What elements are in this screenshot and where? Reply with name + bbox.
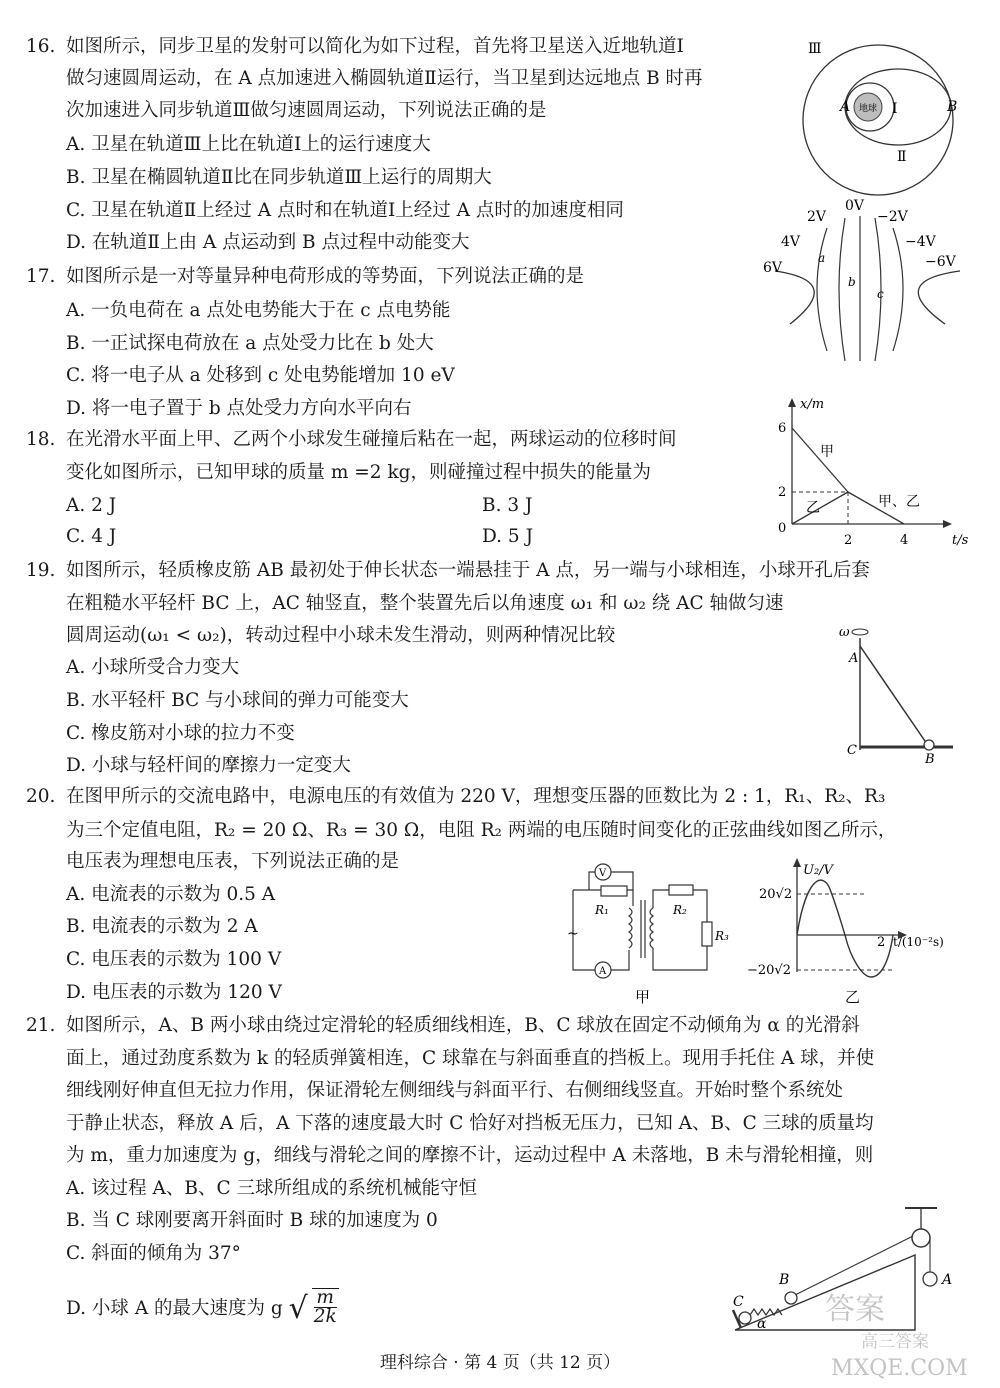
q19-number: 19.	[26, 560, 56, 581]
tick-ypos: 20√2	[759, 887, 793, 902]
q19-option-a: A. 小球所受合力变大	[66, 657, 240, 678]
q17-number: 17.	[26, 266, 56, 287]
q16-number: 16.	[26, 36, 56, 57]
point-A-label: A	[849, 651, 859, 666]
q18-option-a: A. 2 J	[66, 495, 117, 516]
q19-stem-line: 圆周运动(ω₁ < ω₂)，转动过程中小球未发生滑动，则两种情况比较	[66, 625, 616, 646]
q20-option-b: B. 电流表的示数为 2 A	[66, 916, 258, 937]
y-axis-label: x/m	[800, 397, 825, 412]
equipotential-neg6v	[918, 271, 960, 324]
point-b-label: b	[848, 275, 856, 289]
equipotential-2v	[839, 218, 845, 361]
watermark-line3: MXQE.COM	[831, 1356, 968, 1381]
q21-stem-line: 如图所示，A、B 两小球由绕过定滑轮的轻质细线相连，B、C 球放在固定不动倾角为 α 的光滑斜	[66, 1015, 860, 1036]
q17-stem-line: 如图所示是一对等量异种电荷形成的等势面，下列说法正确的是	[66, 266, 585, 287]
y-axis-arrow	[793, 858, 801, 867]
point-c-label: c	[877, 287, 884, 301]
tick-x4: 4	[900, 533, 909, 548]
label-neg6v: −6V	[925, 254, 956, 270]
label-A: A	[942, 1272, 953, 1288]
primary-wire-right	[610, 950, 629, 970]
equipotential-4v	[817, 228, 827, 351]
equipotential-figure	[755, 196, 980, 366]
label-neg2v: −2V	[877, 209, 908, 225]
label-jiayi: 甲、乙	[878, 494, 920, 510]
q21-option-a: A. 该过程 A、B、C 三球所组成的系统机械能守恒	[66, 1178, 477, 1199]
x-axis-arrow	[943, 520, 952, 528]
q18-option-c: C. 4 J	[66, 526, 117, 547]
ammeter-label: A	[599, 966, 607, 977]
r3-resistor	[702, 922, 712, 946]
q19-option-d: D. 小球与轻杆间的摩擦力一定变大	[66, 755, 351, 776]
label-jia: 甲	[820, 444, 834, 460]
q19-option-c: C. 橡皮筋对小球的拉力不变	[66, 723, 295, 744]
q21-option-c: C. 斜面的倾角为 37°	[66, 1243, 241, 1264]
caption-yi: 乙	[845, 988, 861, 1006]
q18-number: 18.	[26, 429, 56, 450]
circuit-figure	[565, 858, 745, 1008]
q21-option-b: B. 当 C 球刚要离开斜面时 B 球的加速度为 0	[66, 1210, 438, 1231]
q17-option-c: C. 将一电子从 a 处移到 c 处电势能增加 10 eV	[66, 365, 455, 386]
q20-stem-line: 在图甲所示的交流电路中，电源电压的有效值为 220 V，理想变压器的匝数比为 2 : 1，R₁、R₂、R₃	[66, 786, 886, 807]
label-yi: 乙	[806, 500, 820, 516]
q17-option-d: D. 将一电子置于 b 点处受力方向水平向右	[66, 398, 412, 419]
r1-label: R₁	[595, 903, 609, 917]
ball-A	[923, 1272, 937, 1286]
q18-stem-line: 变化如图所示，已知甲球的质量 m =2 kg，则碰撞过程中损失的能量为	[66, 462, 652, 483]
page-footer: 理科综合 · 第 4 页（共 12 页）	[379, 1353, 621, 1373]
orbit-II-label: Ⅱ	[897, 149, 907, 165]
y-axis-arrow	[788, 398, 796, 407]
line-yi	[792, 492, 848, 524]
equipotential-6v	[775, 271, 814, 324]
label-B: B	[779, 1272, 790, 1288]
rubber-band-AB	[860, 646, 927, 744]
r2-label: R₂	[673, 903, 687, 917]
caption-jia: 甲	[635, 988, 651, 1006]
xt-graph	[770, 392, 985, 552]
q20-stem-line: 为三个定值电阻，R₂ = 20 Ω、R₃ = 30 Ω，电阻 R₂ 两端的电压随时间变化的正弦曲线如图乙所示，	[66, 820, 897, 841]
label-C: C	[733, 1294, 744, 1310]
pulley-icon	[912, 1229, 930, 1247]
q21-stem-line: 细线刚好伸直但无拉力作用，保证滑轮左侧细线与斜面平行、右侧细线竖直。开始时整个系统处	[66, 1080, 844, 1101]
q16-option-a: A. 卫星在轨道Ⅲ上比在轨道Ⅰ上的运行速度大	[66, 134, 431, 155]
rotating-rod-figure	[835, 618, 960, 768]
point-B-label: B	[947, 99, 958, 115]
q16-option-c: C. 卫星在轨道Ⅱ上经过 A 点时和在轨道Ⅰ上经过 A 点时的加速度相同	[66, 200, 624, 221]
orbit-III	[803, 45, 953, 195]
tick-y6: 6	[778, 421, 787, 436]
x-axis-label: t/s	[952, 533, 969, 548]
tick-y2: 2	[778, 485, 787, 500]
q20-option-a: A. 电流表的示数为 0.5 A	[66, 884, 276, 905]
ball-C	[739, 1312, 751, 1324]
q21-number: 21.	[26, 1015, 56, 1036]
omega-label: ω	[839, 625, 850, 640]
line-jia	[792, 428, 848, 492]
q21-option-d	[66, 1287, 339, 1328]
voltage-graph	[745, 852, 960, 1007]
ball-B	[785, 1292, 797, 1304]
q20-number: 20.	[26, 786, 56, 807]
q17-option-b: B. 一正试探电荷放在 a 点处受力比在 b 处大	[66, 333, 434, 354]
rotation-arrow-icon	[852, 629, 868, 635]
r1-resistor	[601, 886, 627, 896]
secondary-wire-bottom	[653, 944, 707, 970]
primary-coil	[629, 908, 632, 948]
point-B-label: B	[925, 752, 935, 767]
fraction-denominator: 2k	[313, 1306, 337, 1327]
label-neg4v: −4V	[905, 234, 936, 250]
sine-curve	[797, 880, 893, 977]
point-C-label: C	[847, 743, 857, 758]
y-axis-label: U₂/V	[803, 863, 833, 878]
q20-option-c: C. 电压表的示数为 100 V	[66, 949, 282, 970]
q21-stem-line: 于静止状态，释放 A 后，A 下落的速度最大时 C 恰好对挡板无压力，已知 A、B、C 三球的质量均	[66, 1113, 874, 1134]
tick-x2: 2	[844, 533, 853, 548]
q21-stem-line: 为 m，重力加速度为 g，细线与滑轮之间的摩擦不计，运动过程中 A 未落地，B 未与滑轮相撞，则	[66, 1145, 874, 1166]
q19-stem-line: 在粗糙水平轻杆 BC 上，AC 轴竖直，整个装置先后以角速度 ω₁ 和 ω₂ 绕 AC 轴做匀速	[66, 593, 784, 614]
point-A-label: A	[840, 99, 851, 115]
q19-stem-line: 如图所示，轻质橡皮筋 AB 最初处于伸长状态一端悬挂于 A 点，另一端与小球相连，小球开孔后套	[66, 560, 870, 581]
earth-label: 地球	[858, 104, 878, 114]
tick-x2: 2	[877, 935, 886, 950]
fraction	[312, 1288, 339, 1326]
point-a-label: a	[818, 251, 826, 265]
watermark-line1: 答案	[825, 1292, 885, 1327]
option-d-prefix: D. 小球 A 的最大速度为 g	[66, 1298, 283, 1319]
label-alpha: α	[757, 1316, 767, 1332]
voltmeter-label: V	[599, 868, 607, 879]
fraction-numerator: m	[314, 1289, 337, 1308]
q18-option-b: B. 3 J	[482, 495, 533, 516]
q21-stem-line: 面上，通过劲度系数为 k 的轻质弹簧相连，C 球靠在与斜面垂直的挡板上。现用手托住 A 球，并使	[66, 1048, 875, 1069]
voltmeter-wire	[589, 872, 595, 890]
q16-option-b: B. 卫星在椭圆轨道Ⅱ比在同步轨道Ⅲ上运行的周期大	[66, 167, 492, 188]
q16-stem-line: 如图所示，同步卫星的发射可以简化为如下过程，首先将卫星送入近地轨道Ⅰ	[66, 36, 684, 57]
orbit-figure	[790, 35, 970, 205]
label-0v: 0V	[845, 198, 865, 214]
watermark-line2: 高三答案	[861, 1332, 929, 1352]
q20-stem-line: 电压表为理想电压表，下列说法正确的是	[66, 851, 400, 872]
orbit-I-label: Ⅰ	[892, 101, 898, 117]
r2-resistor	[669, 885, 693, 895]
q18-stem-line: 在光滑水平面上甲、乙两个小球发生碰撞后粘在一起，两球运动的位移时间	[66, 429, 677, 450]
ac-source-icon: ~	[567, 926, 579, 942]
q19-option-b: B. 水平轻杆 BC 与小球间的弹力可能变大	[66, 690, 409, 711]
q17-option-a: A. 一负电荷在 a 点处电势能大于在 c 点电势能	[66, 300, 451, 321]
label-6v: 6V	[763, 260, 783, 276]
q20-option-d: D. 电压表的示数为 120 V	[66, 982, 282, 1003]
equipotential-neg4v	[893, 228, 903, 351]
label-2v: 2V	[807, 209, 827, 225]
q16-option-d: D. 在轨道Ⅱ上由 A 点运动到 B 点过程中动能变大	[66, 232, 470, 253]
q18-option-d: D. 5 J	[482, 526, 534, 547]
r3-label: R₃	[715, 929, 729, 943]
ball	[924, 740, 934, 750]
tick-origin: 0	[778, 521, 787, 536]
label-4v: 4V	[781, 234, 801, 250]
q16-stem-line: 做匀速圆周运动，在 A 点加速进入椭圆轨道Ⅱ运行，当卫星到达远地点 B 时再	[66, 68, 703, 89]
orbit-III-label: Ⅲ	[808, 41, 822, 57]
tick-yneg: −20√2	[747, 963, 791, 978]
q16-stem-line: 次加速进入同步轨道Ⅲ做匀速圆周运动，下列说法正确的是	[66, 100, 547, 121]
secondary-coil	[650, 908, 653, 948]
x-axis-label: t/(10⁻²s)	[893, 935, 944, 949]
sqrt-icon: √	[288, 1291, 308, 1326]
